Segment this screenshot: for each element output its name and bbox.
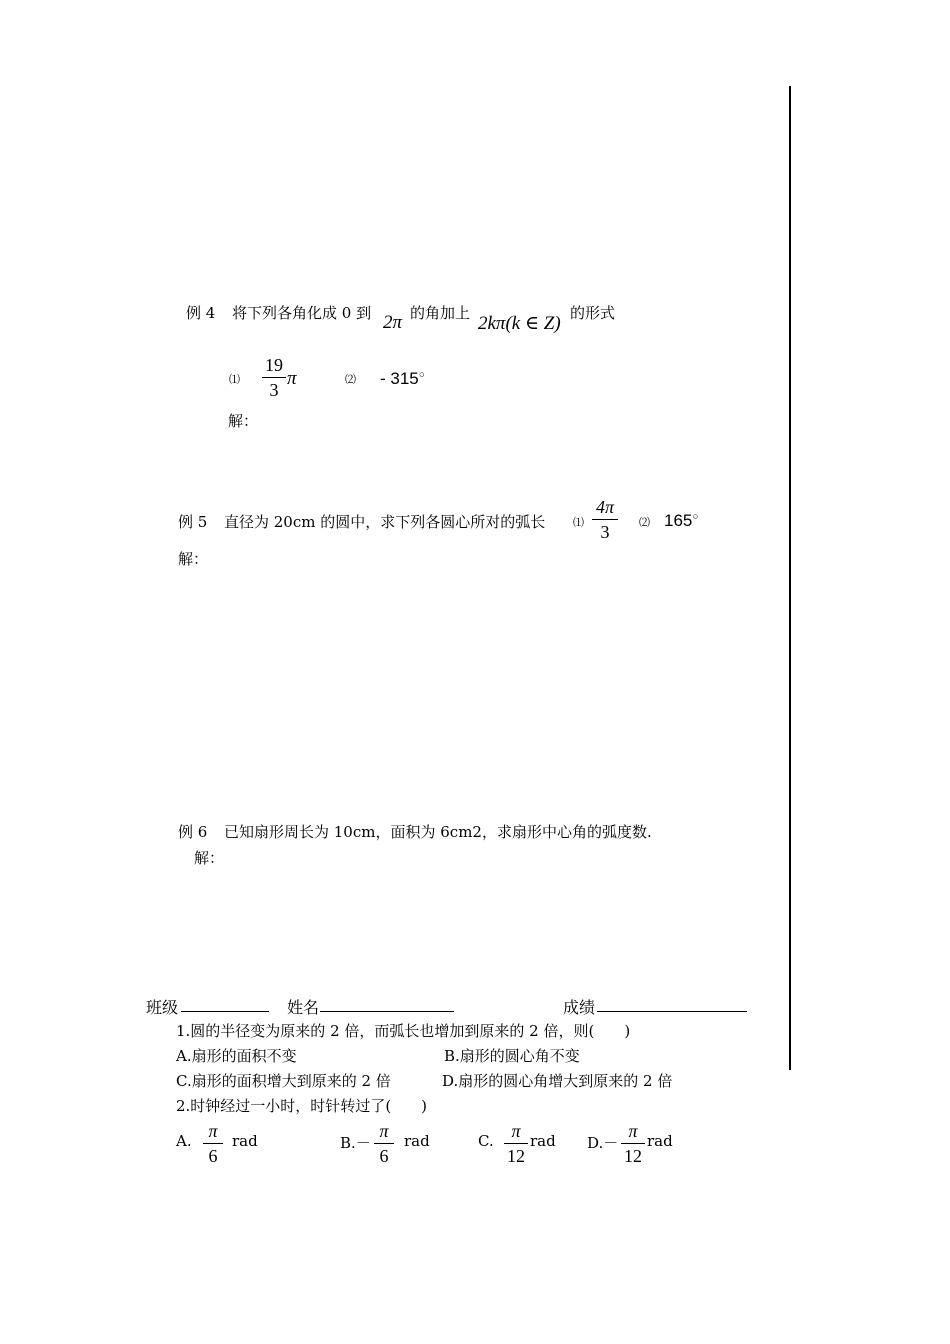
q2-option-a-numerator: π: [208, 1121, 218, 1141]
fraction-bar: [504, 1143, 528, 1144]
q2-option-d-fraction: [621, 1120, 645, 1167]
ex4-part2-value: [380, 369, 425, 389]
degree-mark: ○: [692, 511, 699, 523]
q2-option-b-denominator: 6: [379, 1146, 389, 1166]
q1-option-d: D.扇形的圆心角增大到原来的 2 倍: [442, 1072, 673, 1090]
ex6-label: 例 6: [178, 823, 208, 841]
ex5-part1-numerator: 4π: [595, 497, 615, 517]
q2-option-d-denominator: 12: [624, 1146, 642, 1166]
ex4-part1-fraction: [262, 354, 286, 401]
q2-option-a-label: A.: [176, 1132, 192, 1150]
fraction-bar: [262, 377, 286, 378]
q1-option-a: A.扇形的面积不变: [176, 1047, 297, 1065]
q1-option-b: B.扇形的圆心角不变: [444, 1047, 580, 1065]
ex4-part1-label: ⑴: [229, 373, 240, 386]
q2-option-c-unit: rad: [530, 1132, 556, 1150]
q2-option-d-label: D.－: [587, 1134, 619, 1152]
q2-option-c-numerator: π: [511, 1121, 521, 1141]
q2-option-a-unit: rad: [232, 1132, 258, 1150]
q2-option-c-label: C.: [478, 1132, 494, 1150]
ex5-part2-number: 165: [664, 511, 693, 530]
ex5-part1-label: ⑴: [573, 516, 584, 529]
name-label: 姓名: [287, 998, 320, 1017]
q2-option-b-unit: rad: [404, 1132, 430, 1150]
q2-option-b-fraction: [374, 1120, 394, 1167]
ex4-text2: 的角加上: [410, 304, 471, 322]
q2-option-b-numerator: π: [379, 1121, 389, 1141]
ex4-part2-label: ⑵: [345, 373, 356, 386]
ex4-part1-numerator: 19: [265, 355, 283, 375]
q1-option-c: C.扇形的面积增大到原来的 2 倍: [176, 1072, 391, 1090]
ex6-text: 已知扇形周长为 10cm，面积为 6cm2，求扇形中心角的弧度数.: [224, 823, 652, 841]
q2-option-c-fraction: [504, 1120, 528, 1167]
ex5-part1-denominator: 3: [600, 522, 610, 542]
ex4-part1-denominator: 3: [269, 380, 279, 400]
ex5-part2-value: [664, 511, 698, 531]
margin-vertical-line: [789, 86, 791, 1070]
ex5-solution-label: 解：: [178, 550, 209, 568]
q2-option-d-numerator: π: [628, 1121, 638, 1141]
class-blank[interactable]: [181, 1011, 269, 1012]
ex4-solution-label: 解：: [228, 412, 259, 430]
ex4-math-2kpi: 2kπ(k ∈ Z): [478, 313, 561, 334]
fraction-bar: [621, 1143, 645, 1144]
q2-option-b-label: B.－: [340, 1134, 371, 1152]
fraction-bar: [374, 1143, 394, 1144]
ex5-part2-label: ⑵: [639, 516, 650, 529]
q2-stem: 2.时钟经过一小时，时针转过了( ): [176, 1097, 428, 1115]
name-blank[interactable]: [320, 1011, 454, 1012]
ex4-text3: 的形式: [570, 304, 616, 322]
q2-option-c-denominator: 12: [507, 1146, 525, 1166]
ex4-math-2pi: 2π: [383, 312, 403, 333]
ex4-part2-number: - 315: [380, 369, 419, 388]
ex4-label: 例 4: [186, 304, 216, 322]
ex5-text: 直径为 20cm 的圆中，求下列各圆心所对的弧长: [224, 513, 546, 531]
degree-mark: ○: [418, 369, 425, 381]
q2-option-d-unit: rad: [647, 1132, 673, 1150]
fraction-bar: [203, 1143, 223, 1144]
ex5-label: 例 5: [178, 513, 208, 531]
ex6-solution-label: 解：: [194, 849, 225, 867]
score-blank[interactable]: [597, 1011, 747, 1012]
class-label: 班级: [146, 998, 179, 1017]
ex4-text1: 将下列各角化成 0 到: [232, 304, 372, 322]
score-label: 成绩: [563, 998, 596, 1017]
q1-stem: 1.圆的半径变为原来的 2 倍，而弧长也增加到原来的 2 倍，则( ): [176, 1022, 631, 1040]
ex4-part1-pi: π: [287, 368, 297, 389]
ex5-part1-fraction: [592, 496, 618, 543]
q2-option-a-denominator: 6: [208, 1146, 218, 1166]
q2-option-a-fraction: [203, 1120, 223, 1167]
fraction-bar: [592, 519, 618, 520]
